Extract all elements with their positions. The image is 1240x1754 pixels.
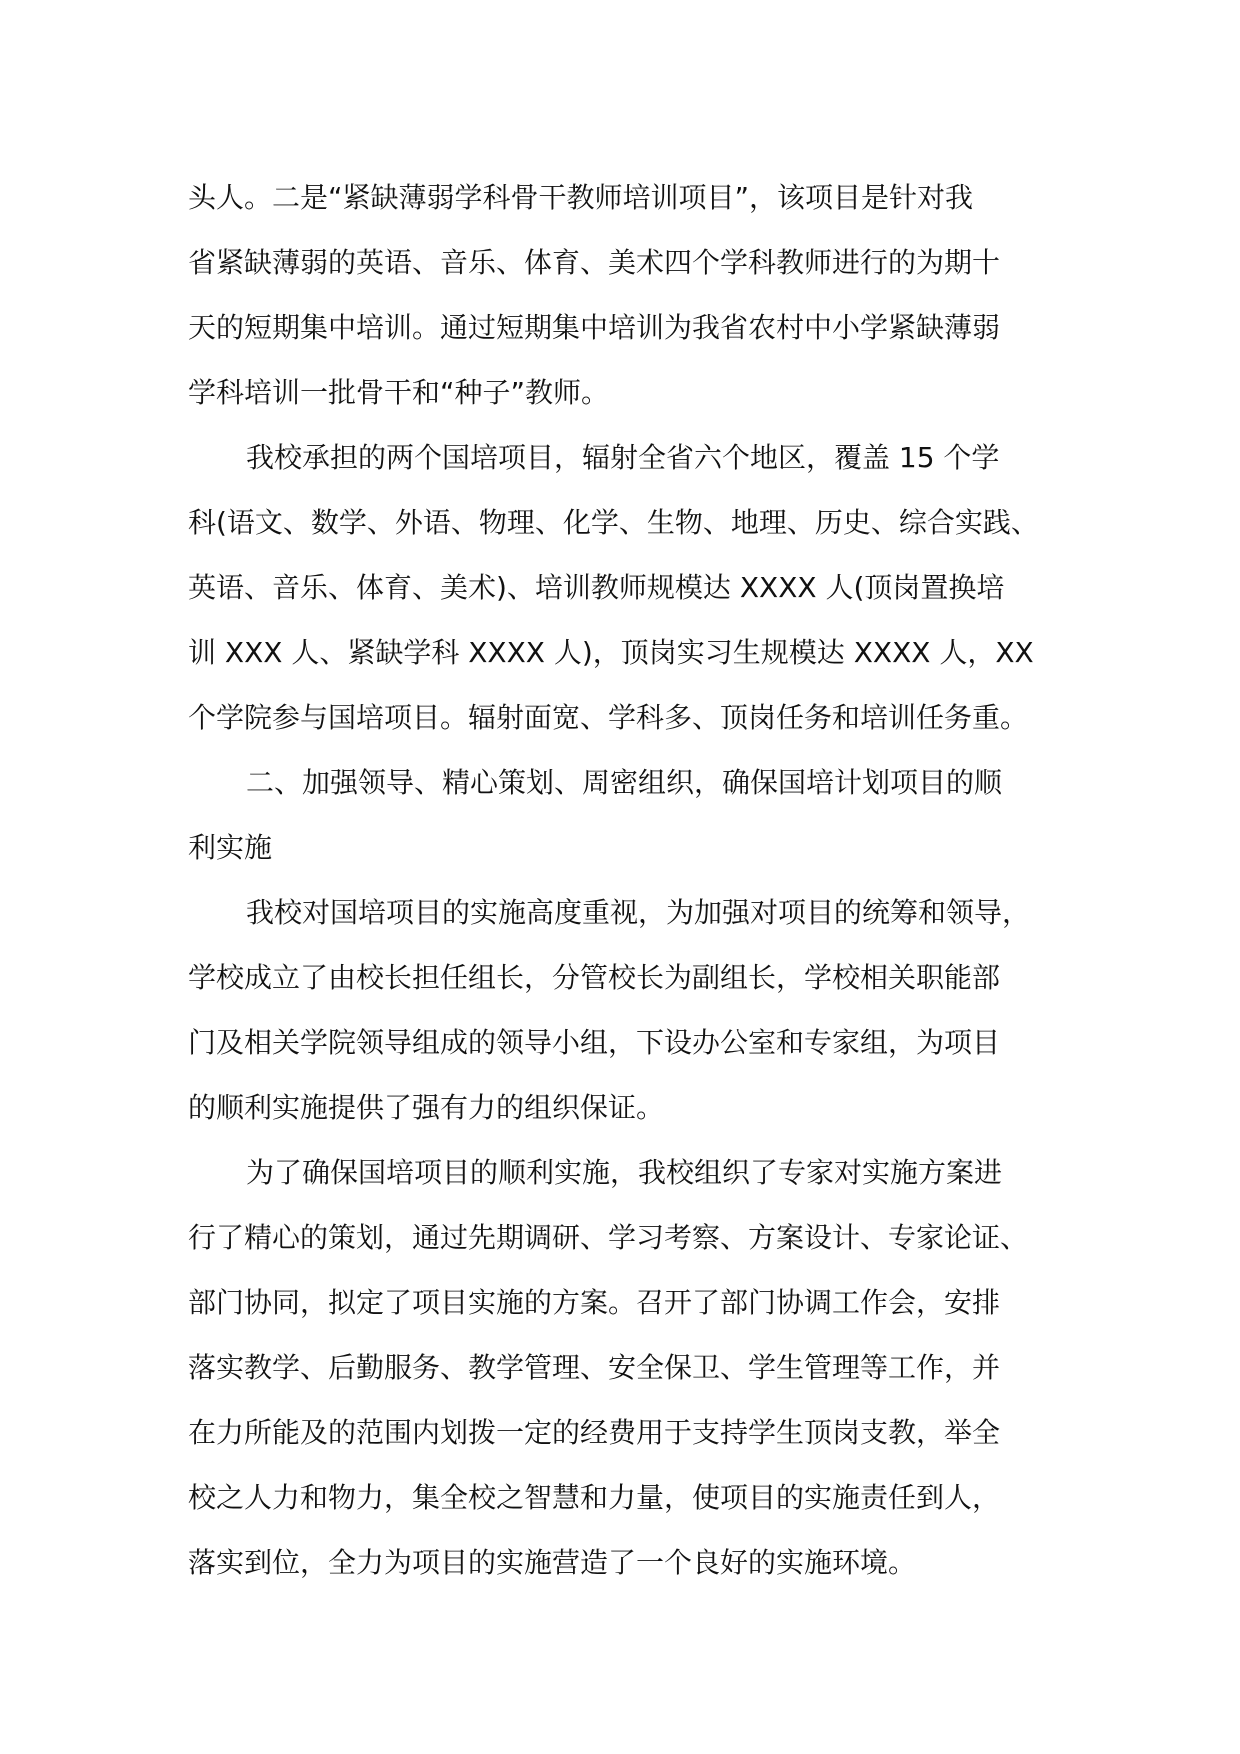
text-line: 落实到位，全力为项目的实施营造了一个良好的实施环境。 — [188, 1546, 917, 1579]
text-line: 行了精心的策划，通过先期调研、学习考察、方案设计、专家论证、 — [188, 1221, 1029, 1254]
section-heading-line: 二、加强领导、精心策划、周密组织，确保国培计划项目的顺 — [246, 766, 1003, 799]
text-line: 省紧缺薄弱的英语、音乐、体育、美术四个学科教师进行的为期十 — [188, 246, 1001, 279]
text-line: 天的短期集中培训。通过短期集中培训为我省农村中小学紧缺薄弱 — [188, 311, 1001, 344]
text-line: 头人。二是“紧缺薄弱学科骨干教师培训项目”，该项目是针对我 — [188, 181, 974, 214]
text-line: 门及相关学院领导组成的领导小组，下设办公室和专家组，为项目 — [188, 1026, 1001, 1059]
text-line: 个学院参与国培项目。辐射面宽、学科多、顶岗任务和培训任务重。 — [188, 701, 1029, 734]
text-line: 科(语文、数学、外语、物理、化学、生物、地理、历史、综合实践、 — [188, 506, 1039, 539]
section-heading-line: 利实施 — [188, 831, 273, 864]
paragraph-start-line: 我校承担的两个国培项目，辐射全省六个地区，覆盖 15 个学 — [246, 441, 1000, 474]
document-body — [188, 165, 1058, 1595]
text-line: 学校成立了由校长担任组长，分管校长为副组长，学校相关职能部 — [188, 961, 1001, 994]
text-line: 英语、音乐、体育、美术)、培训教师规模达 XXXX 人(顶岗置换培 — [188, 571, 1005, 604]
text-line: 部门协同，拟定了项目实施的方案。召开了部门协调工作会，安排 — [188, 1286, 1001, 1319]
paragraph-start-line: 我校对国培项目的实施高度重视，为加强对项目的统筹和领导， — [246, 896, 1031, 929]
paragraph-start-line: 为了确保国培项目的顺利实施，我校组织了专家对实施方案进 — [246, 1156, 1003, 1189]
text-line: 在力所能及的范围内划拨一定的经费用于支持学生顶岗支教，举全 — [188, 1416, 1001, 1449]
text-line: 训 XXX 人、紧缺学科 XXXX 人)，顶岗实习生规模达 XXXX 人，XX — [188, 636, 1034, 669]
text-line: 校之人力和物力，集全校之智慧和力量，使项目的实施责任到人， — [188, 1481, 1001, 1514]
text-line: 落实教学、后勤服务、教学管理、安全保卫、学生管理等工作，并 — [188, 1351, 1001, 1384]
text-line: 的顺利实施提供了强有力的组织保证。 — [188, 1091, 665, 1124]
text-line: 学科培训一批骨干和“种子”教师。 — [188, 376, 610, 409]
